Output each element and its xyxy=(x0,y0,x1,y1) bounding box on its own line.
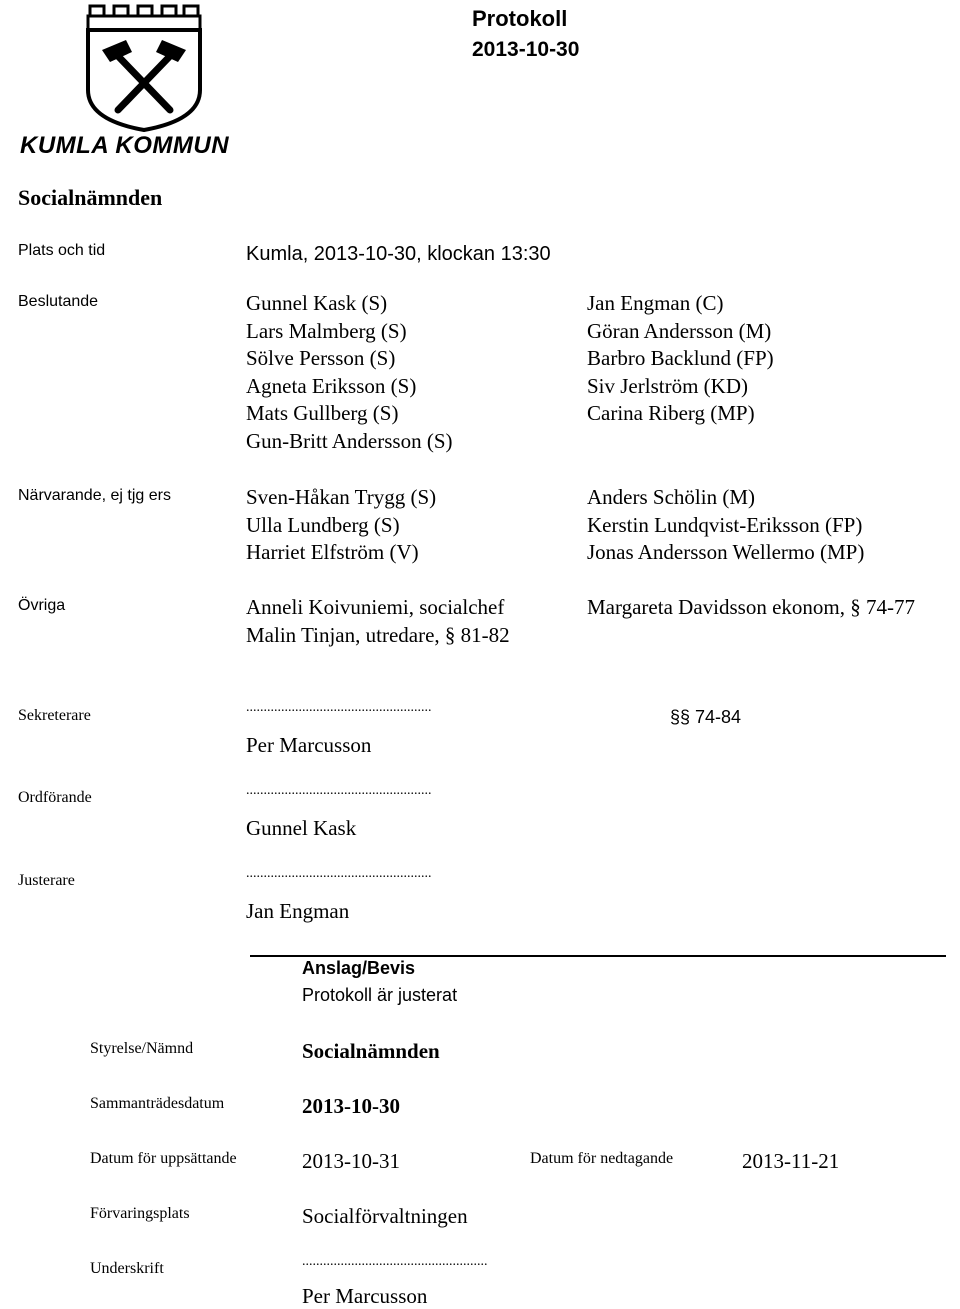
member-name: Gunnel Kask (S) xyxy=(246,291,388,315)
sammantradesdatum-label: Sammanträdesdatum xyxy=(90,1095,225,1112)
member-name: Carina Riberg (MP) xyxy=(587,401,755,425)
ovriga-label: Övriga xyxy=(18,597,66,614)
ovriga-right-list xyxy=(587,594,915,622)
sekreterare-name: Per Marcusson xyxy=(246,733,372,757)
logo-text: KUMLA KOMMUN xyxy=(20,132,230,159)
attendee-name: Kerstin Lundqvist-Eriksson (FP) xyxy=(587,512,863,537)
plats-value: Kumla, 2013-10-30, klockan 13:30 xyxy=(246,243,551,265)
underskrift-name: Per Marcusson xyxy=(302,1284,428,1308)
narvarande-right-list xyxy=(587,484,864,567)
other-attendee: Margareta Davidsson ekonom, § 74-77 xyxy=(587,595,915,619)
member-name: Jan Engman (C) xyxy=(587,291,724,315)
section-divider xyxy=(250,955,946,957)
styrelse-value: Socialnämnden xyxy=(302,1039,440,1063)
attendee-name: Sven-Håkan Trygg (S) xyxy=(246,485,437,509)
member-name: Mats Gullberg (S) xyxy=(246,401,399,425)
styrelse-label: Styrelse/Nämnd xyxy=(90,1040,194,1057)
justerare-name: Jan Engman xyxy=(246,899,350,923)
member-name: Siv Jerlström (KD) xyxy=(587,373,748,398)
member-name: Göran Andersson (M) xyxy=(587,318,772,343)
signature-line: ..................................................... xyxy=(246,700,432,715)
beslutande-right-list xyxy=(587,290,774,428)
attendee-name: Anders Schölin (M) xyxy=(587,485,755,509)
member-name: Lars Malmberg (S) xyxy=(246,318,407,343)
anslag-title: Anslag/Bevis xyxy=(302,958,416,978)
uppsattande-value: 2013-10-31 xyxy=(302,1149,400,1173)
coat-of-arms-icon xyxy=(18,2,240,132)
sammantradesdatum-value: 2013-10-30 xyxy=(302,1094,400,1118)
member-name: Barbro Backlund (FP) xyxy=(587,346,774,370)
attendee-name: Ulla Lundberg (S) xyxy=(246,512,400,537)
member-name: Sölve Persson (S) xyxy=(246,346,396,370)
signature-line: ..................................................... xyxy=(246,783,432,798)
forvaringsplats-label: Förvaringsplats xyxy=(90,1205,190,1222)
other-attendee: Anneli Koivuniemi, socialchef xyxy=(246,595,505,619)
narvarande-left-list xyxy=(246,484,436,567)
nedtagande-value: 2013-11-21 xyxy=(742,1149,840,1173)
plats-label: Plats och tid xyxy=(18,242,106,259)
forvaringsplats-value: Socialförvaltningen xyxy=(302,1204,468,1228)
underskrift-label: Underskrift xyxy=(90,1260,164,1277)
attendee-name: Harriet Elfström (V) xyxy=(246,540,419,564)
member-name: Gun-Britt Andersson (S) xyxy=(246,428,453,453)
anslag-subtitle: Protokoll är justerat xyxy=(302,985,458,1005)
document-date: 2013-10-30 xyxy=(472,38,580,61)
beslutande-left-list xyxy=(246,290,453,455)
committee-name: Socialnämnden xyxy=(18,185,163,210)
member-name: Agneta Eriksson (S) xyxy=(246,373,417,398)
ordforande-name: Gunnel Kask xyxy=(246,816,357,840)
beslutande-label: Beslutande xyxy=(18,293,99,310)
other-attendee: Malin Tinjan, utredare, § 81-82 xyxy=(246,622,510,647)
nedtagande-label: Datum för nedtagande xyxy=(530,1150,674,1167)
municipality-logo xyxy=(18,2,240,162)
paragraph-range: §§ 74-84 xyxy=(670,707,742,727)
signature-line: ..................................................... xyxy=(302,1254,488,1269)
uppsattande-label: Datum för uppsättande xyxy=(90,1150,237,1167)
ordforande-label: Ordförande xyxy=(18,789,92,806)
ovriga-left-list xyxy=(246,594,510,649)
signature-line: ..................................................... xyxy=(246,866,432,881)
attendee-name: Jonas Andersson Wellermo (MP) xyxy=(587,540,865,564)
document-title: Protokoll xyxy=(472,6,568,31)
narvarande-label: Närvarande, ej tjg ers xyxy=(18,487,171,504)
sekreterare-label: Sekreterare xyxy=(18,707,91,724)
justerare-label: Justerare xyxy=(18,872,75,889)
